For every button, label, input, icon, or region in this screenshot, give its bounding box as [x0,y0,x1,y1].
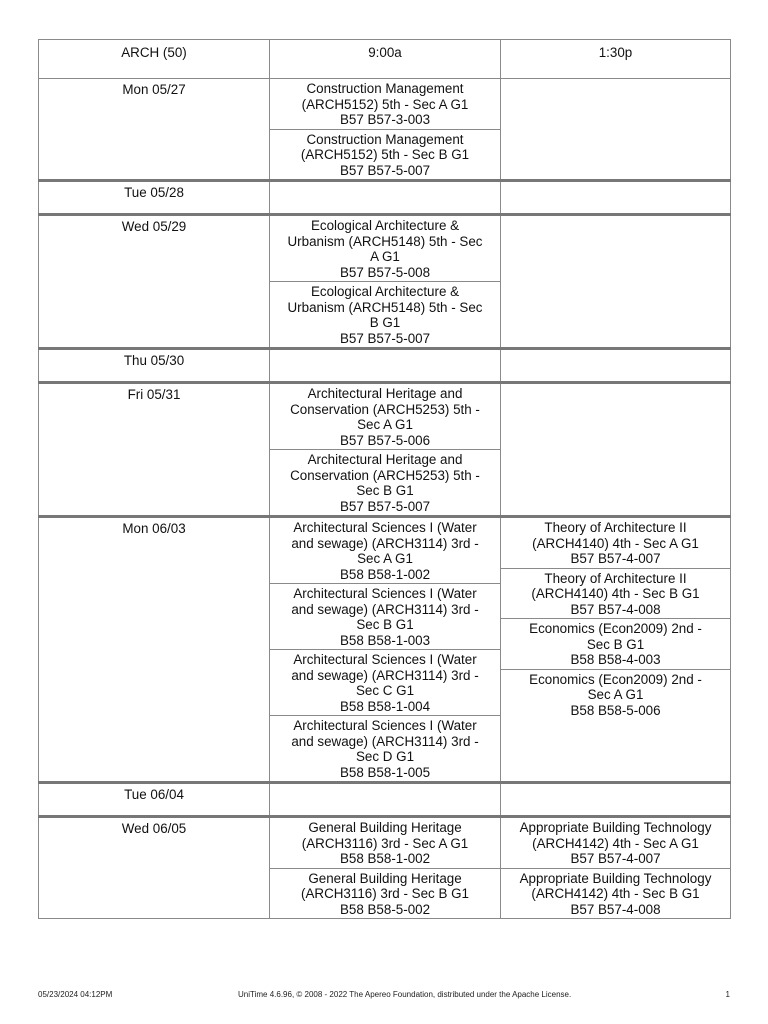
exam-entry: Theory of Architecture II (ARCH4140) 4th - Sec B G1 B57 B57-4-008 [501,568,730,619]
empty-slot [501,182,730,213]
morning-slot-cell [270,517,501,783]
table-body [39,79,731,919]
day-cell: Mon 06/03 [39,517,270,783]
footer-timestamp: 05/23/2024 04:12PM [38,990,113,999]
exam-entry: Ecological Architecture & Urbanism (ARCH5148) 5th - Sec B G1 B57 B57-5-007 [270,281,500,347]
morning-slot-cell [270,383,501,517]
header-department: ARCH (50) [39,40,270,79]
day-cell: Tue 06/04 [39,783,270,817]
morning-slot-cell [270,181,501,215]
table-row [39,181,731,215]
afternoon-slot-cell [501,79,731,181]
table-header [39,40,731,79]
exam-entry: Ecological Architecture & Urbanism (ARCH5148) 5th - Sec A G1 B57 B57-5-008 [287,218,483,280]
exam-entry: General Building Heritage (ARCH3116) 3rd - Sec B G1 B58 B58-5-002 [270,868,500,919]
table-row [39,79,731,181]
table-row [39,215,731,349]
empty-slot [501,784,730,815]
exam-entry: Architectural Heritage and Conservation (ARCH5253) 5th - Sec B G1 B57 B57-5-007 [270,449,500,515]
exam-entry: Architectural Heritage and Conservation (ARCH5253) 5th - Sec A G1 B57 B57-5-006 [290,386,480,448]
exam-entry: Theory of Architecture II (ARCH4140) 4th - Sec A G1 B57 B57-4-007 [532,520,699,566]
day-cell: Wed 05/29 [39,215,270,349]
exam-entry: Architectural Sciences I (Water and sewage) (ARCH3114) 3rd - Sec A G1 B58 B58-1-002 [291,520,479,582]
table-row [39,383,731,517]
empty-slot [270,182,500,213]
afternoon-slot-cell [501,383,731,517]
exam-entry: Economics (Econ2009) 2nd - Sec B G1 B58 B58-4-003 [501,618,730,669]
table-row [39,817,731,919]
table-row [39,783,731,817]
header-row [39,40,731,79]
empty-slot [501,79,730,110]
day-cell: Fri 05/31 [39,383,270,517]
empty-slot [501,216,730,247]
exam-entry: Appropriate Building Technology (ARCH4142) 4th - Sec B G1 B57 B57-4-008 [501,868,730,919]
empty-slot [270,350,500,381]
exam-entry: Appropriate Building Technology (ARCH4142) 4th - Sec A G1 B57 B57-4-007 [519,820,712,866]
exam-entry: General Building Heritage (ARCH3116) 3rd - Sec A G1 B58 B58-1-002 [301,820,469,866]
exam-entry: Architectural Sciences I (Water and sewage) (ARCH3114) 3rd - Sec D G1 B58 B58-1-005 [270,715,500,781]
empty-slot [501,350,730,381]
table-row [39,517,731,783]
afternoon-slot-cell [501,783,731,817]
day-cell: Wed 06/05 [39,817,270,919]
exam-entry: Architectural Sciences I (Water and sewage) (ARCH3114) 3rd - Sec C G1 B58 B58-1-004 [270,649,500,715]
exam-schedule-table [38,39,731,919]
day-cell: Tue 05/28 [39,181,270,215]
morning-slot-cell [270,215,501,349]
table-row [39,349,731,383]
afternoon-slot-cell [501,349,731,383]
header-afternoon-slot: 1:30p [501,40,731,79]
day-cell: Mon 05/27 [39,79,270,181]
morning-slot-cell [270,817,501,919]
afternoon-slot-cell [501,817,731,919]
header-morning-slot: 9:00a [270,40,501,79]
afternoon-slot-cell [501,215,731,349]
empty-slot [501,384,730,415]
exam-entry: Construction Management (ARCH5152) 5th - Sec A G1 B57 B57-3-003 [301,81,469,127]
morning-slot-cell [270,349,501,383]
exam-entry: Construction Management (ARCH5152) 5th - Sec B G1 B57 B57-5-007 [270,129,500,180]
morning-slot-cell [270,79,501,181]
afternoon-slot-cell [501,181,731,215]
footer-page-number: 1 [725,990,730,999]
morning-slot-cell [270,783,501,817]
exam-entry: Economics (Econ2009) 2nd - Sec A G1 B58 B58-5-006 [501,669,730,720]
footer-credit: UniTime 4.6.96, © 2008 - 2022 The Apereo Foundation, distributed under the Apache License. [238,990,572,999]
empty-slot [270,784,500,815]
exam-entry: Architectural Sciences I (Water and sewage) (ARCH3114) 3rd - Sec B G1 B58 B58-1-003 [270,583,500,649]
afternoon-slot-cell [501,517,731,783]
day-cell: Thu 05/30 [39,349,270,383]
